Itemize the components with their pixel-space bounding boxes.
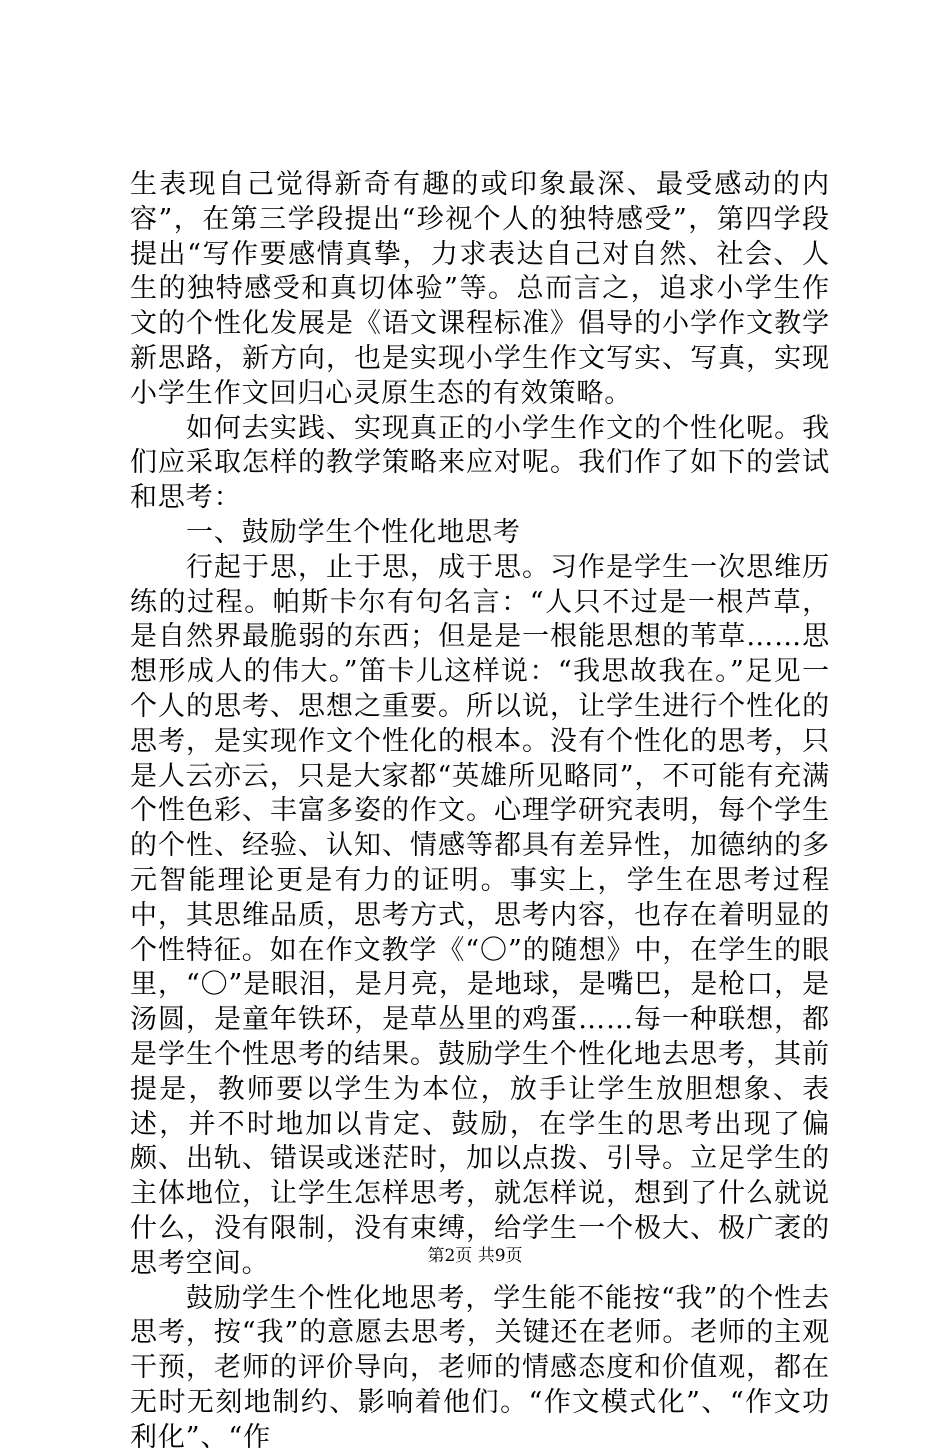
section-heading: 一、鼓励学生个性化地思考	[130, 516, 830, 551]
paragraph-1: 生表现自己觉得新奇有趣的或印象最深、最受感动的内容”，在第三学段提出“珍视个人的独特感受”，第四学段提出“写作要感情真挚，力求表达自己对自然、社会、人生的独特感受和真切体验”等。总而言之，追求小学生作文的个性化发展是《语文课程标准》倡导的小学作文教学新思路，新方向，也是实现小学生作文写实、写真，实现小学生作文回归心灵原生态的有效策略。	[130, 168, 830, 412]
paragraph-3: 行起于思，止于思，成于思。习作是学生一次思维历练的过程。帕斯卡尔有句名言：“人只不过是一根芦草，是自然界最脆弱的东西；但是是一根能思想的苇草……思想形成人的伟大。”笛卡儿这样说：“我思故我在。”足见一个人的思考、思想之重要。所以说，让学生进行个性化的思考，是实现作文个性化的根本。没有个性化的思考，只是人云亦云，只是大家都“英雄所见略同”，不可能有充满个性色彩、丰富多姿的作文。心理学研究表明，每个学生的个性、经验、认知、情感等都具有差异性，加德纳的多元智能理论更是有力的证明。事实上，学生在思考过程中，其思维品质，思考方式，思考内容，也存在着明显的个性特征。如在作文教学《“〇”的随想》中，在学生的眼里，“〇”是眼泪，是月亮，是地球，是嘴巴，是枪口，是汤圆，是童年铁环，是草丛里的鸡蛋……每一种联想，都是学生个性思考的结果。鼓励学生个性化地去思考，其前提是，教师要以学生为本位，放手让学生放胆想象、表述，并不时地加以肯定、鼓励，在学生的思考出现了偏颇、出轨、错误或迷茫时，加以点拨、引导。立足学生的主体地位，让学生怎样思考，就怎样说，想到了什么就说什么，没有限制，没有束缚，给学生一个极大、极广袤的思考空间。	[130, 551, 830, 1282]
page-number-footer: 第2页 共9页	[0, 1245, 950, 1267]
paragraph-2: 如何去实践、实现真正的小学生作文的个性化呢。我们应采取怎样的教学策略来应对呢。我们作了如下的尝试和思考：	[130, 412, 830, 516]
paragraph-4: 鼓励学生个性化地思考，学生能不能按“我”的个性去思考，按“我”的意愿去思考，关键还在老师。老师的主观干预，老师的评价导向，老师的情感态度和价值观，都在无时无刻地制约、影响着他们。“作文模式化”、“作文功利化”、“作	[130, 1282, 830, 1455]
